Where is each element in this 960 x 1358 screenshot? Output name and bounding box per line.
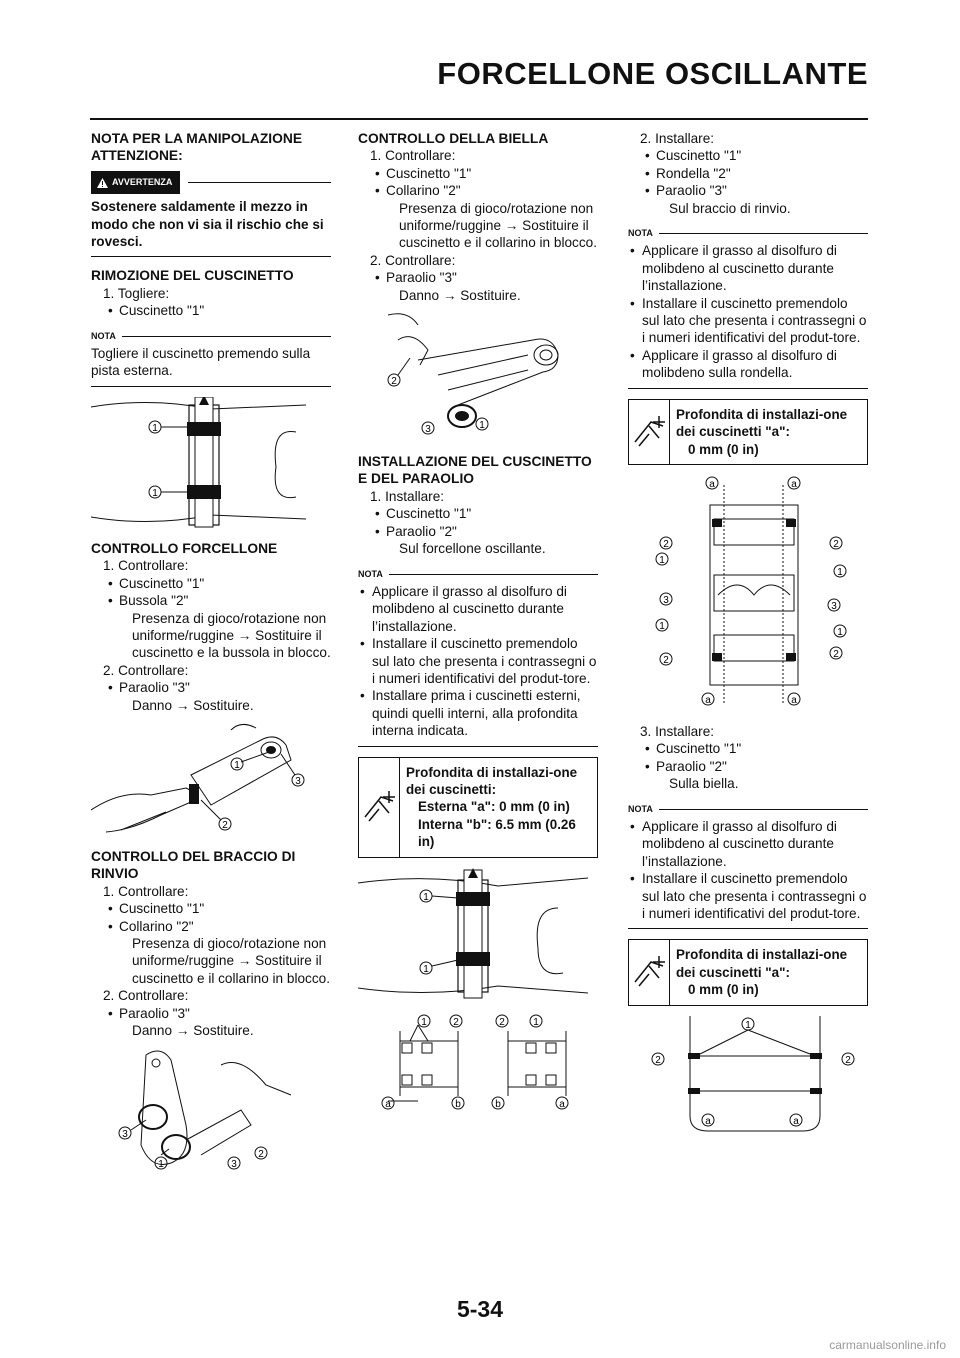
list-item: • Paraolio "3": [358, 269, 598, 286]
list-item: • Paraolio "2": [358, 523, 598, 540]
svg-text:2: 2: [663, 538, 669, 550]
depth-gauge-icon: [629, 400, 670, 464]
list-item: • Collarino "2": [91, 918, 331, 935]
check-text: Danno → Sostituire.: [399, 287, 521, 303]
page-number: 5-34: [456, 1296, 504, 1322]
spec-box: [358, 757, 598, 858]
step: 1. Controllare:: [103, 558, 189, 574]
watermark: carmanualsonline.info: [829, 1338, 946, 1352]
figure-swingarm-install: [358, 868, 593, 1003]
divider: [628, 388, 868, 389]
svg-text:2: 2: [391, 376, 397, 388]
check-text: Presenza di gioco/rotazione non uniforme/ruggine → Sostituire il cuscinetto e la bussola in blocco.: [132, 610, 331, 661]
svg-text:3: 3: [663, 594, 669, 606]
step: 2. Installare:: [640, 131, 715, 146]
svg-text:a: a: [793, 1115, 799, 1127]
nota-header: [628, 801, 868, 818]
step: 2. Controllare:: [103, 988, 189, 1004]
nota-header: [628, 225, 868, 242]
svg-text:a: a: [385, 1098, 391, 1110]
list-item: • Cuscinetto "1": [91, 302, 331, 319]
nota-label: NOTA: [628, 228, 653, 239]
figure-swingarm-check: [91, 720, 316, 840]
column-2: [358, 130, 598, 1124]
swingarm-check-heading: CONTROLLO FORCELLONE: [91, 540, 278, 556]
svg-text:b: b: [495, 1098, 501, 1110]
list-item: • Bussola "2": [91, 592, 331, 609]
connecting-rod-check-heading: CONTROLLO DELLA BIELLA: [358, 131, 549, 146]
svg-text:1: 1: [423, 891, 429, 903]
spec-value: 0 mm (0 in): [688, 441, 759, 457]
nota-label: NOTA: [91, 330, 116, 341]
warning-box: [91, 171, 331, 194]
svg-text:a: a: [791, 478, 797, 490]
nota-label: NOTA: [628, 803, 653, 814]
step: 1. Installare:: [370, 488, 445, 504]
svg-text:a: a: [709, 478, 715, 490]
attention-heading: ATTENZIONE:: [91, 148, 183, 164]
svg-text:1: 1: [659, 554, 665, 566]
svg-text:1: 1: [234, 759, 240, 771]
nota-item: • Applicare il grasso al disolfuro di molibdeno al cuscinetto durante l’installazione.: [628, 818, 868, 870]
divider: [91, 256, 331, 257]
divider: [628, 928, 868, 929]
svg-text:a: a: [559, 1098, 565, 1110]
nota-header: [91, 328, 331, 345]
list-item: • Cuscinetto "1": [628, 740, 868, 757]
nota-label: NOTA: [358, 568, 383, 579]
list-item: • Paraolio "3": [628, 182, 868, 199]
svg-text:3: 3: [425, 424, 431, 436]
nota-item: • Installare il cuscinetto premendolo sul lato che presenta i contrassegni o i numeri identificativi del produt-tore.: [628, 295, 868, 347]
nota-item: • Applicare il grasso al disolfuro di molibdeno al cuscinetto durante l’installazione.: [358, 583, 598, 635]
divider: [91, 386, 331, 387]
column-1: [91, 130, 331, 1193]
svg-text:2: 2: [453, 1016, 459, 1028]
step: 3. Installare:: [640, 723, 715, 739]
svg-text:b: b: [455, 1098, 461, 1110]
list-item: • Rondella "2": [628, 165, 868, 182]
step: 1. Controllare:: [370, 148, 456, 164]
nota-item: • Applicare il grasso al disolfuro di molibdeno al cuscinetto durante l’installazione.: [628, 242, 868, 294]
svg-text:1: 1: [479, 420, 485, 432]
svg-text:1: 1: [745, 1019, 751, 1031]
figure-relay-arm-check: [91, 1045, 316, 1185]
list-item: • Cuscinetto "1": [358, 165, 598, 182]
figure-relay-arm-install: [628, 475, 863, 715]
list-item: • Paraolio "2": [628, 758, 868, 775]
page-title: FORCELLONE OSCILLANTE: [437, 56, 868, 91]
svg-text:2: 2: [655, 1054, 661, 1066]
spec-box: [628, 399, 868, 465]
svg-text:3: 3: [231, 1159, 237, 1171]
relay-arm-check-heading: CONTROLLO DEL BRACCIO DI RINVIO: [91, 848, 296, 882]
step: 2. Controllare:: [370, 252, 456, 268]
warning-text: Sostenere saldamente il mezzo in modo che non vi sia il rischio che si rovesci.: [91, 199, 324, 250]
install-location: Sul forcellone oscillante.: [399, 541, 546, 557]
check-text: Presenza di gioco/rotazione non uniforme/ruggine → Sostituire il cuscinetto e il collarino in blocco.: [132, 935, 330, 986]
nota-header: [358, 566, 598, 583]
install-location: Sulla biella.: [669, 776, 739, 792]
callout: 1: [152, 487, 158, 499]
list-item: • Paraolio "3": [91, 1005, 331, 1022]
svg-text:2: 2: [663, 654, 669, 666]
svg-text:2: 2: [833, 648, 839, 660]
spec-title: Profondita di installazi-one dei cuscinetti "a":: [676, 947, 848, 980]
callout: 1: [152, 422, 158, 434]
svg-text:2: 2: [222, 819, 228, 831]
svg-text:1: 1: [158, 1159, 164, 1171]
install-heading: INSTALLAZIONE DEL CUSCINETTO E DEL PARAOLIO: [358, 454, 592, 487]
step: 1. Togliere:: [103, 285, 170, 301]
svg-text:2: 2: [258, 1149, 264, 1161]
nota-item: • Installare prima i cuscinetti esterni, quindi quelli interni, alla profondita interna indicata.: [358, 687, 598, 739]
nota-item: • Installare il cuscinetto premendolo sul lato che presenta i contrassegni o i numeri identificativi del produt-tore.: [628, 870, 868, 922]
list-item: • Cuscinetto "1": [358, 505, 598, 522]
spec-value: 0 mm (0 in): [688, 982, 759, 998]
figure-bearing-depth-detail: [358, 1011, 593, 1116]
step: 2. Controllare:: [103, 662, 189, 678]
depth-gauge-icon: [629, 940, 670, 1004]
list-item: • Collarino "2": [358, 182, 598, 199]
figure-bearing-removal: [91, 397, 316, 532]
svg-text:1: 1: [837, 626, 843, 638]
spec-title: Profondita di installazi-one dei cuscinetti:: [406, 764, 578, 797]
check-text: Presenza di gioco/rotazione non uniforme/ruggine → Sostituire il cuscinetto e il collarino in blocco.: [399, 200, 597, 251]
svg-text:a: a: [705, 1115, 711, 1127]
svg-text:1: 1: [423, 963, 429, 975]
warning-triangle-icon: [97, 178, 108, 188]
spec-value: Esterna "a": 0 mm (0 in): [418, 799, 570, 815]
figure-connecting-rod-install: [628, 1016, 863, 1141]
svg-text:3: 3: [295, 775, 301, 787]
divider: [358, 746, 598, 747]
svg-text:a: a: [705, 694, 711, 706]
nota-text: Togliere il cuscinetto premendo sulla pista esterna.: [91, 346, 311, 379]
warning-label: AVVERTENZA: [112, 176, 173, 187]
svg-text:a: a: [791, 694, 797, 706]
svg-text:3: 3: [831, 600, 837, 612]
svg-text:2: 2: [833, 538, 839, 550]
list-item: • Cuscinetto "1": [628, 147, 868, 164]
nota-item: • Applicare il grasso al disolfuro di molibdeno sulla rondella.: [628, 347, 868, 382]
spec-box: [628, 939, 868, 1005]
spec-value: Interna "b": 6.5 mm (0.26 in): [418, 816, 576, 850]
svg-text:1: 1: [837, 566, 843, 578]
warning-badge: [91, 171, 180, 194]
list-item: • Cuscinetto "1": [91, 900, 331, 917]
bearing-removal-heading: RIMOZIONE DEL CUSCINETTO: [91, 268, 294, 284]
svg-text:3: 3: [122, 1129, 128, 1141]
svg-text:1: 1: [533, 1016, 539, 1028]
svg-text:1: 1: [659, 620, 665, 632]
check-text: Danno → Sostituire.: [132, 1023, 254, 1038]
spec-title: Profondita di installazi-one dei cuscinetti "a":: [676, 406, 848, 440]
list-item: • Paraolio "3": [91, 679, 331, 696]
title-rule: [90, 118, 868, 120]
depth-gauge-icon: [359, 758, 400, 857]
svg-text:2: 2: [845, 1054, 851, 1066]
step: 1. Controllare:: [103, 883, 189, 899]
column-3: [628, 130, 868, 1149]
figure-connecting-rod-check: [358, 310, 593, 445]
check-text: Danno → Sostituire.: [132, 697, 254, 713]
svg-text:1: 1: [421, 1016, 427, 1028]
install-location: Sul braccio di rinvio.: [669, 200, 791, 216]
nota-item: • Installare il cuscinetto premendolo sul lato che presenta i contrassegni o i numeri identificativi del produt-tore.: [358, 635, 598, 687]
handling-heading: NOTA PER LA MANIPOLAZIONE: [91, 131, 303, 146]
svg-text:2: 2: [499, 1016, 505, 1028]
list-item: • Cuscinetto "1": [91, 575, 331, 592]
